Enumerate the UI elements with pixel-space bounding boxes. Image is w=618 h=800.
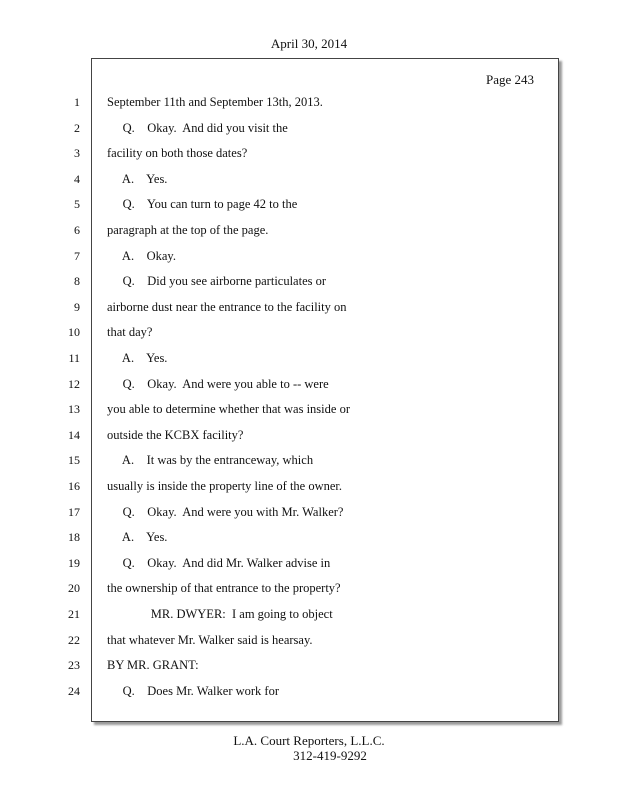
line-number: 24 bbox=[68, 684, 80, 698]
line-number: 15 bbox=[68, 453, 80, 467]
footer-phone: 312-419-9292 bbox=[293, 748, 367, 763]
line-text: paragraph at the top of the page. bbox=[107, 223, 269, 237]
line-text: that whatever Mr. Walker said is hearsay. bbox=[107, 633, 313, 647]
line-number: 19 bbox=[68, 556, 80, 570]
line-number: 13 bbox=[68, 402, 80, 416]
line-number: 3 bbox=[74, 146, 80, 160]
line-number: 11 bbox=[68, 351, 80, 365]
page-number: Page 243 bbox=[485, 72, 534, 87]
line-text: the ownership of that entrance to the property? bbox=[107, 581, 341, 595]
line-text: Q. Did you see airborne particulates or bbox=[107, 274, 327, 288]
line-text: airborne dust near the entrance to the facility on bbox=[107, 300, 347, 314]
line-text: A. Yes. bbox=[107, 530, 168, 544]
line-text: usually is inside the property line of the owner. bbox=[107, 479, 343, 493]
line-number: 17 bbox=[68, 505, 80, 519]
line-text: outside the KCBX facility? bbox=[107, 428, 244, 442]
line-number: 12 bbox=[68, 377, 80, 391]
line-number: 8 bbox=[74, 274, 80, 288]
line-text: Q. Okay. And were you able to -- were bbox=[107, 377, 329, 391]
line-text: that day? bbox=[107, 325, 153, 339]
line-text: BY MR. GRANT: bbox=[107, 658, 199, 672]
line-number: 5 bbox=[74, 197, 80, 211]
line-text: Q. Does Mr. Walker work for bbox=[107, 684, 279, 698]
line-number: 14 bbox=[68, 428, 80, 442]
line-text: A. It was by the entranceway, which bbox=[107, 453, 314, 467]
footer bbox=[0, 733, 618, 763]
line-text: facility on both those dates? bbox=[107, 146, 248, 160]
line-number: 1 bbox=[74, 95, 80, 109]
line-number: 20 bbox=[68, 581, 80, 595]
line-text: Q. Okay. And were you with Mr. Walker? bbox=[107, 505, 344, 519]
line-text: MR. DWYER: I am going to object bbox=[107, 607, 333, 621]
line-number: 7 bbox=[74, 249, 80, 263]
line-number: 21 bbox=[68, 607, 80, 621]
line-text: A. Yes. bbox=[107, 351, 168, 365]
line-number: 9 bbox=[74, 300, 80, 314]
line-number: 23 bbox=[68, 658, 80, 672]
transcript-date: April 30, 2014 bbox=[270, 36, 348, 51]
line-number: 18 bbox=[68, 530, 80, 544]
line-number: 22 bbox=[68, 633, 80, 647]
line-number: 4 bbox=[74, 172, 80, 186]
line-number: 6 bbox=[74, 223, 80, 237]
line-number: 16 bbox=[68, 479, 80, 493]
line-text: Q. You can turn to page 42 to the bbox=[107, 197, 298, 211]
line-text: Q. Okay. And did Mr. Walker advise in bbox=[107, 556, 331, 570]
line-number: 10 bbox=[68, 325, 80, 339]
line-text: A. Okay. bbox=[107, 249, 176, 263]
line-text: A. Yes. bbox=[107, 172, 168, 186]
line-text: Q. Okay. And did you visit the bbox=[107, 121, 288, 135]
footer-company: L.A. Court Reporters, L.L.C. bbox=[233, 733, 385, 748]
line-number: 2 bbox=[74, 121, 80, 135]
line-text: September 11th and September 13th, 2013. bbox=[107, 95, 323, 109]
line-text: you able to determine whether that was inside or bbox=[107, 402, 350, 416]
